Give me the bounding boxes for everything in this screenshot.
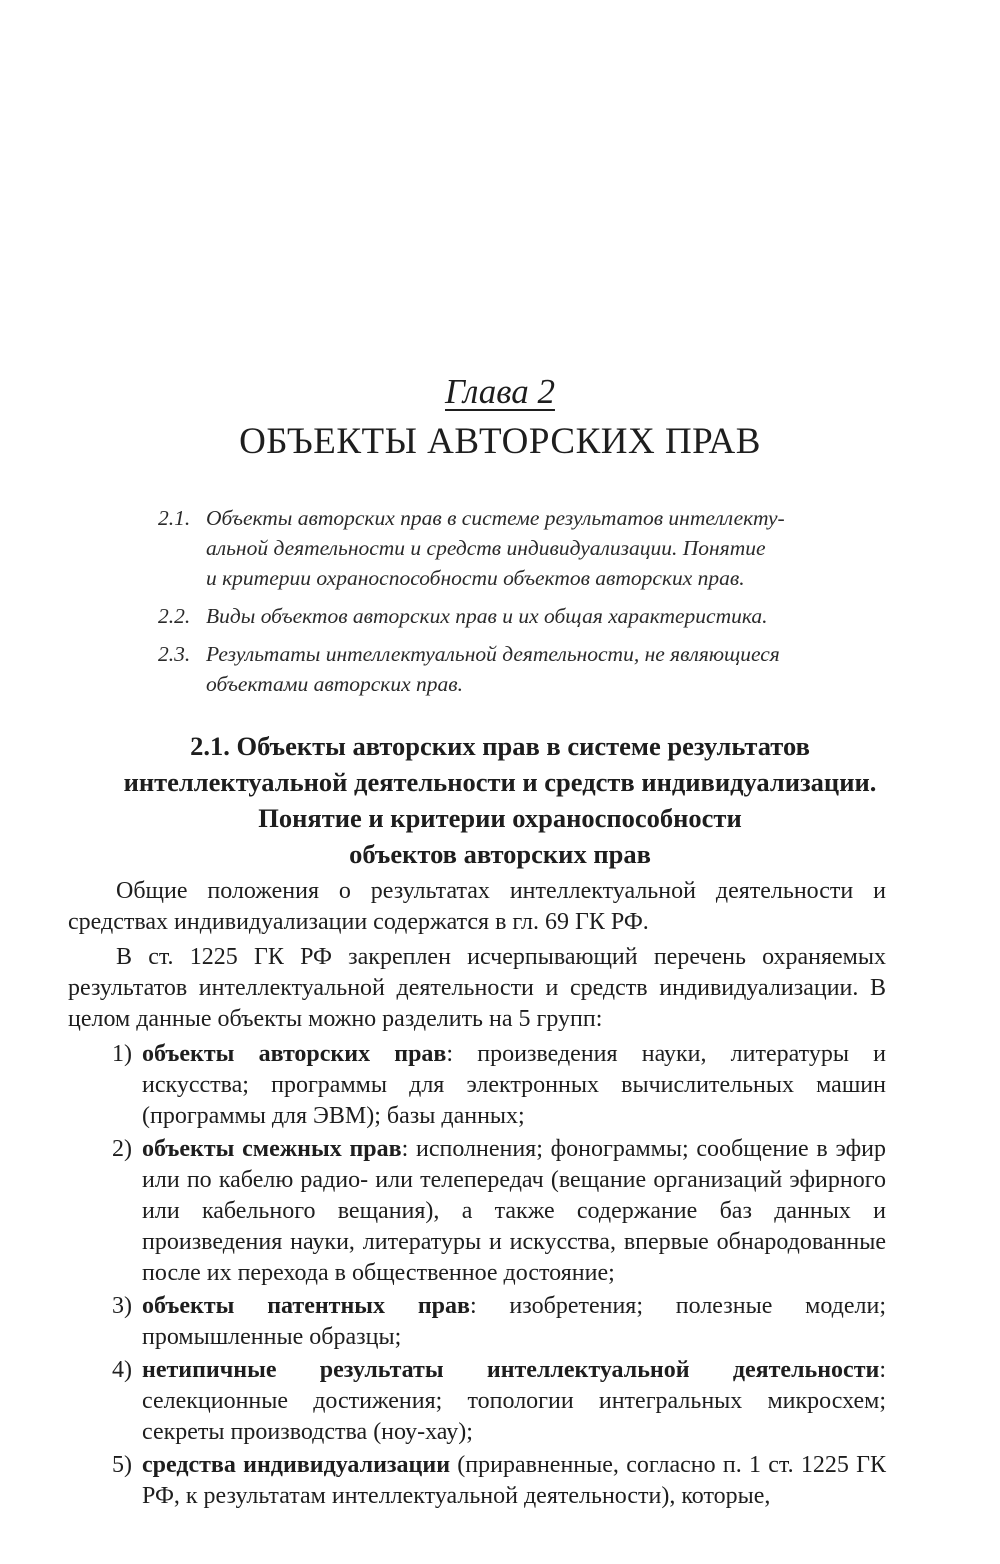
toc-item xyxy=(158,503,828,593)
list-item-body xyxy=(142,1039,886,1132)
list-item-text: : произведения науки, литературы и искусства; программы для электронных вычислительных машин (программы для ЭВМ); базы данных; xyxy=(142,1041,887,1129)
section-heading: 2.1. Объекты авторских прав в системе результатов интеллектуальной деятельности и средств индивидуализации. Понятие и критерии охраноспособности объектов авторских прав xyxy=(123,731,877,869)
list-item xyxy=(68,1450,886,1512)
toc-item-text: Виды объектов авторских прав и их общая характеристика. xyxy=(206,604,768,628)
toc-item-text: Объекты авторских прав в системе результатов интеллекту- альной деятельности и средств индивидуализации. Понятие и критерии охраноспособности объектов авторских прав. xyxy=(206,506,785,590)
list-item-text: (приравненные, согласно п. 1 ст. 1225 ГК РФ, к результатам интеллектуальной деятельности), которые, xyxy=(142,1452,887,1509)
chapter-title: ОБЪЕКТЫ АВТОРСКИХ ПРАВ xyxy=(239,421,761,462)
list-item-text: : исполнения; фонограммы; сообщение в эфир или по кабелю радио- или телепередач (вещание организаций эфирного или кабельного вещания), а также содержание баз данных и произведения науки, литературы и искусства, впервые обнародованные после их перехода в общественное достояние; xyxy=(142,1136,886,1286)
toc-item-number: 2.1. xyxy=(158,506,191,530)
list-item-term: объекты патентных прав xyxy=(142,1293,470,1319)
list-item-number: 2) xyxy=(112,1136,132,1162)
chapter-contents xyxy=(158,503,828,707)
list-item xyxy=(68,1039,886,1132)
list-item-term: средства индивидуализации xyxy=(142,1452,451,1478)
list-item-text: : селекционные достижения; топологии интегральных микросхем; секреты производства (ноу-хау); xyxy=(142,1357,886,1445)
toc-item-text: Результаты интеллектуальной деятельности, не являющиеся объектами авторских прав. xyxy=(206,642,780,696)
list-item-number: 1) xyxy=(112,1041,132,1067)
list-item-body xyxy=(142,1134,886,1289)
paragraph: В ст. 1225 ГК РФ закреплен исчерпывающий перечень охраняемых результатов интеллектуальной деятельности и средств индивидуализации. В целом данные объекты можно разделить на 5 групп: xyxy=(68,944,886,1032)
toc-item xyxy=(158,601,828,631)
toc-item xyxy=(158,639,828,699)
chapter-label: Глава 2 xyxy=(445,372,555,411)
list-item xyxy=(68,1134,886,1289)
list-item-term: нетипичные результаты интеллектуальной деятельности xyxy=(142,1357,880,1383)
toc-item-number: 2.3. xyxy=(158,642,191,666)
paragraph: Общие положения о результатах интеллектуальной деятельности и средствах индивидуализации содержатся в гл. 69 ГК РФ. xyxy=(68,878,886,935)
list-item xyxy=(68,1355,886,1448)
body-text xyxy=(68,876,886,1514)
list-item-number: 4) xyxy=(112,1357,132,1383)
toc-item-number: 2.2. xyxy=(158,604,191,628)
list-item-body xyxy=(142,1291,886,1353)
list-item-number: 3) xyxy=(112,1293,132,1319)
list-item xyxy=(68,1291,886,1353)
list-item-text: : изобретения; полезные модели; промышленные образцы; xyxy=(142,1293,886,1350)
list-item-term: объекты авторских прав xyxy=(142,1041,447,1067)
list-item-term: объекты смежных прав xyxy=(142,1136,402,1162)
list-item-body xyxy=(142,1450,886,1512)
list-item-number: 5) xyxy=(112,1452,132,1478)
list-item-body xyxy=(142,1355,886,1448)
